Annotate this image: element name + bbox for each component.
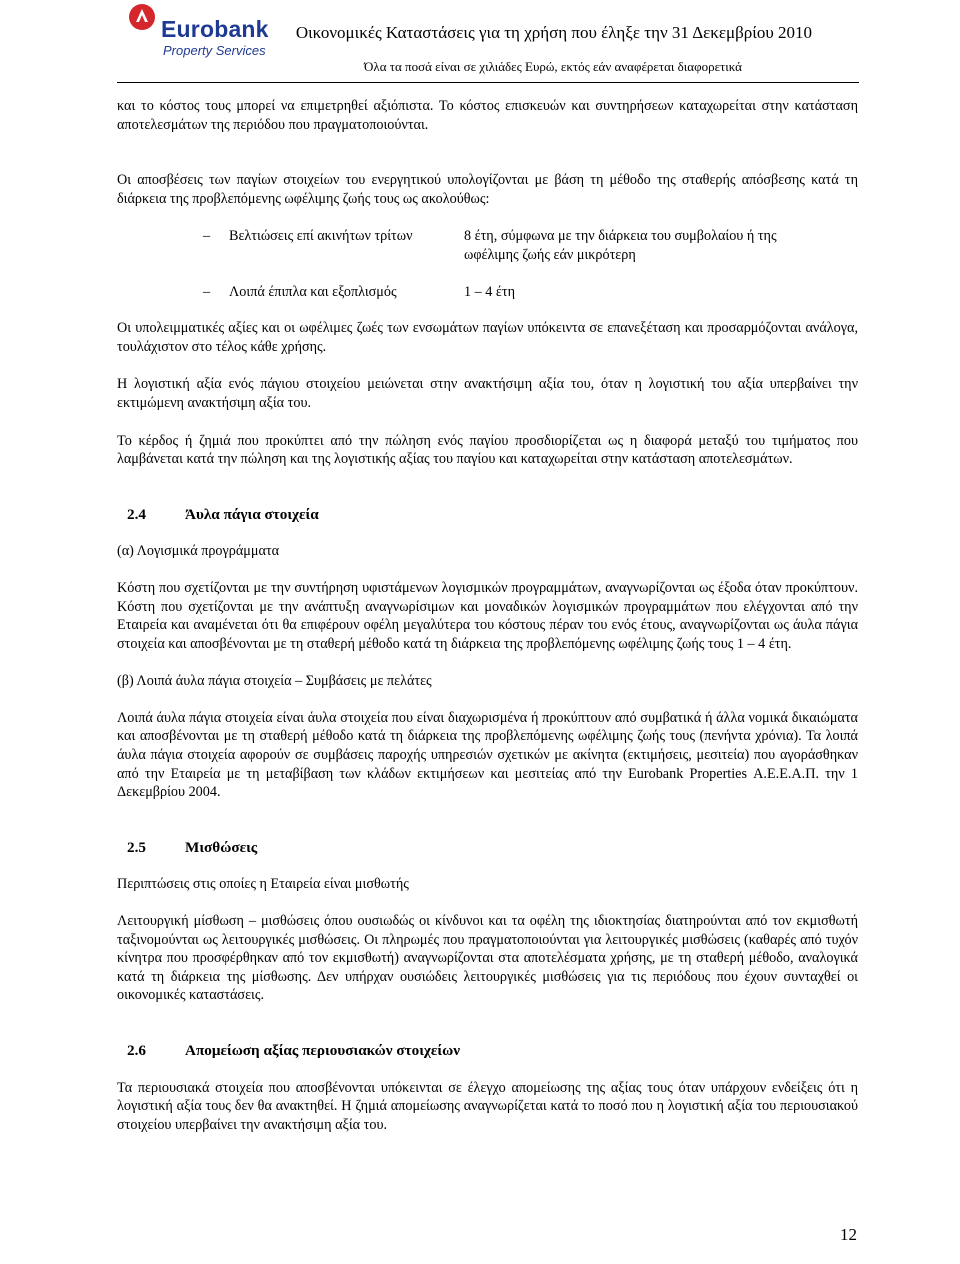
subheading-other-intangibles: (β) Λοιπά άυλα πάγια στοιχεία – Συμβάσεις με πελάτες	[117, 673, 432, 690]
header-subtitle: Όλα τα ποσά είναι σε χιλιάδες Ευρώ, εκτός εάν αναφέρεται διαφορετικά	[364, 59, 742, 74]
list-description: 1 – 4 έτη	[464, 283, 516, 300]
section-heading-2-5	[117, 839, 858, 858]
paragraph-software: Κόστη που σχετίζονται με την συντήρηση υφιστάμενων λογισμικών προγραμμάτων, αναγνωρίζονται ως έξοδα όταν προκύπτουν. Κόστη που σχετίζονται με την ανάπτυξη αναγνωρίσιμων και μοναδικών λογισμικών προγραμμάτων που ελέγχονται από την Εταιρεία και αναμένεται ότι θα επιφέρουν οφέλη μεγαλύτερα του κόστους πέραν του ενός έτους, αναγνωρίζονται ως άυλα πάγια στοιχεία και αποσβένονται με τη σταθερή μέθοδο κατά τη διάρκεια της προβλεπόμενης ωφέλιμης ζωής τους 1 – 4 έτη.	[117, 579, 858, 652]
paragraph-cost-repairs: και το κόστος τους μπορεί να επιμετρηθεί αξιόπιστα. Το κόστος επισκευών και συντηρήσεων καταχωρείται στην κατάσταση αποτελεσμάτων της περιόδου που πραγματοποιούνται.	[117, 98, 858, 133]
header-title: Οικονομικές Καταστάσεις για τη χρήση που έληξε την 31 Δεκεμβρίου 2010	[295, 23, 812, 42]
section-number: 2.6	[127, 1042, 146, 1059]
list-term: Βελτιώσεις επί ακινήτων τρίτων	[229, 228, 413, 245]
section-number: 2.5	[127, 838, 146, 856]
paragraph-depreciation: Οι αποσβέσεις των παγίων στοιχείων του ενεργητικού υπολογίζονται με βάση τη μέθοδο της σταθερής απόσβεσης κατά τη διάρκεια της προβλεπόμενης ωφέλιμης ζωής τους ως ακολούθως:	[117, 172, 858, 207]
paragraph-operating-lease: Λειτουργική μίσθωση – μισθώσεις όπου ουσιωδώς οι κίνδυνοι και τα οφέλη της ιδιοκτησίας διατηρούνται από τον εκμισθωτή ταξινομούνται ως λειτουργικές μισθώσεις. Οι πληρωμές που πραγματοποιούνται για λειτουργικές μισθώσεις (καθαρές από τυχόν κίνητρα που προσφέρθηκαν από τον εκμισθωτή) αναγνωρίζονται στα αποτελέσματα χρήσης, με τη σταθερή μέθοδο, αναλογικά κατά τη διάρκεια της μίσθωσης. Δεν υπήρχαν ουσιώδεις λειτουργικές μισθώσεις για τις περιόδους που έχουν συνταχθεί οι οικονομικές καταστάσεις.	[117, 913, 858, 1004]
page-content	[117, 97, 858, 1134]
company-logo	[127, 2, 267, 62]
page-number: 12	[840, 1225, 857, 1244]
subheading-lessee: Περιπτώσεις στις οποίες η Εταιρεία είναι μισθωτής	[117, 876, 409, 893]
paragraph-other-intangibles: Λοιπά άυλα πάγια στοιχεία είναι άυλα στοιχεία που είναι διαχωρισμένα ή προκύπτουν από συμβατικά ή άλλα νομικά δικαιώματα και αποσβένονται με τη σταθερή μέθοδο κατά τη διάρκεια της προβλεπόμενης ωφέλιμης ζωής τους (πενήντα χρόνια). Τα λοιπά άυλα πάγια στοιχεία αφορούν σε συμβάσεις παροχής υπηρεσιών σχετικών με ακίνητα (εκτιμήσεις, μεσιτεία) που αγοράσθηκαν από την Εταιρεία με τη μεταβίβαση των κλάδων εκτιμήσεων και μεσιτείας από την Eurobank Properties Α.Ε.Ε.Α.Π. την 1 Δεκεμβρίου 2004.	[117, 709, 858, 801]
logo-subtitle: Property Services	[163, 43, 266, 58]
section-heading-2-6	[117, 1042, 858, 1061]
list-item	[117, 227, 858, 264]
list-item	[117, 283, 858, 302]
header-divider	[117, 82, 859, 83]
section-title: Απομείωση αξίας περιουσιακών στοιχείων	[185, 1042, 461, 1059]
list-term: Λοιπά έπιπλα και εξοπλισμός	[229, 283, 397, 300]
list-dash: –	[203, 228, 211, 245]
paragraph-disposal-gain: Το κέρδος ή ζημιά που προκύπτει από την πώληση ενός παγίου προσδιορίζεται ως η διαφορά μεταξύ του τιμήματος που λαμβάνεται κατά την πώληση και της λογιστικής αξίας του παγίου και καταχωρείται στην κατάσταση αποτελεσμάτων.	[117, 432, 858, 468]
logo-name: Eurobank	[161, 16, 269, 42]
section-title: Άυλα πάγια στοιχεία	[185, 505, 319, 523]
list-description: 8 έτη, σύμφωνα με την διάρκεια του συμβολαίου ή της ωφέλιμης ζωής εάν μικρότερη	[464, 228, 777, 263]
paragraph-impairment: Τα περιουσιακά στοιχεία που αποσβένονται υπόκεινται σε έλεγχο απομείωσης της αξίας τους όταν υπάρχουν ενδείξεις ότι η λογιστική αξία τους δεν θα ανακτηθεί. Η ζημιά απομείωσης αναγνωρίζεται κατά το ποσό που η λογιστική αξία του περιουσιακού στοιχείου υπερβαίνει την ανακτήσιμη αξία του.	[117, 1079, 858, 1133]
subheading-software: (α) Λογισμικά προγράμματα	[117, 543, 280, 560]
paragraph-book-value: Η λογιστική αξία ενός πάγιου στοιχείου μειώνεται στην ανακτήσιμη αξία του, όταν η λογιστική του αξία υπερβαίνει την εκτιμώμενη ανακτήσιμη αξία του.	[117, 376, 858, 411]
section-title: Μισθώσεις	[185, 838, 258, 856]
paragraph-residual-values: Οι υπολειμματικές αξίες και οι ωφέλιμες ζωές των ενσωμάτων παγίων υπόκειντα σε επανεξέταση και προσαρμόζονται ανάλογα, τουλάχιστον στο τέλος κάθε χρήσης.	[117, 320, 858, 355]
section-heading-2-4	[117, 506, 858, 525]
section-number: 2.4	[127, 505, 146, 523]
depreciation-list	[117, 227, 858, 301]
list-dash: –	[203, 283, 211, 300]
